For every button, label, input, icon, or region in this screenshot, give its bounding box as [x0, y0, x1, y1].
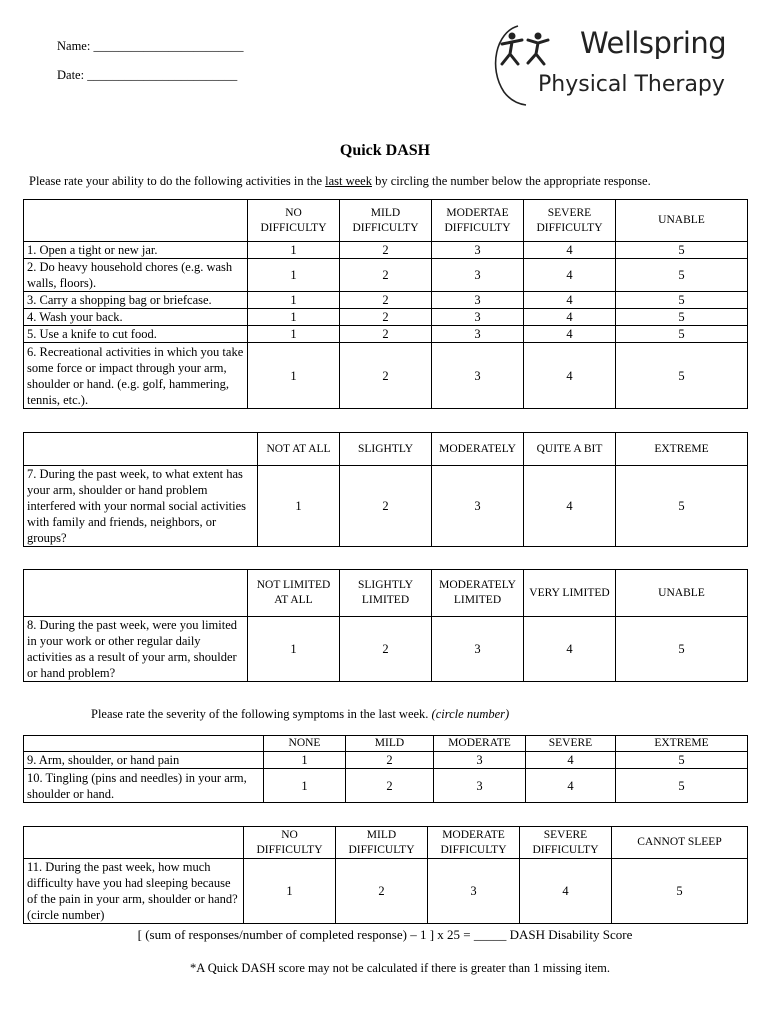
rating-option[interactable]: 3: [432, 343, 524, 409]
date-line: ________________________: [87, 68, 238, 82]
rating-option[interactable]: 1: [264, 752, 346, 769]
rating-option[interactable]: 1: [244, 859, 336, 924]
table-row: [24, 242, 748, 259]
table-row: [24, 259, 748, 292]
table-row: [24, 343, 748, 409]
header-cell: NO DIFFICULTY: [244, 827, 336, 859]
rating-option[interactable]: 3: [432, 259, 524, 292]
header-cell: EXTREME: [616, 736, 748, 752]
header-blank: [24, 570, 248, 617]
header-cell: NOT AT ALL: [258, 433, 340, 466]
name-line: ________________________: [93, 39, 244, 53]
score-formula: [ (sum of responses/number of completed response) – 1 ] x 25 = _____ DASH Disability Score: [137, 927, 633, 942]
rating-option[interactable]: 3: [432, 292, 524, 309]
sleep-difficulty-table: [23, 826, 748, 924]
instructions: [29, 174, 651, 189]
rating-option[interactable]: 5: [616, 752, 748, 769]
date-field[interactable]: [57, 68, 237, 83]
table-row: [24, 859, 748, 924]
header-cell: MODERTAE DIFFICULTY: [432, 200, 524, 242]
header-cell: SEVERE DIFFICULTY: [520, 827, 612, 859]
rating-option[interactable]: 2: [340, 466, 432, 547]
rating-option[interactable]: 1: [248, 326, 340, 343]
rating-option[interactable]: 5: [616, 309, 748, 326]
rating-option[interactable]: 4: [524, 617, 616, 682]
header-blank: [24, 736, 264, 752]
rating-option[interactable]: 5: [616, 292, 748, 309]
header-cell: MILD DIFFICULTY: [336, 827, 428, 859]
rating-option[interactable]: 2: [340, 292, 432, 309]
question-cell: 4. Wash your back.: [24, 309, 248, 326]
table-row: [24, 769, 748, 803]
rating-option[interactable]: 4: [520, 859, 612, 924]
question-cell: 3. Carry a shopping bag or briefcase.: [24, 292, 248, 309]
rating-option[interactable]: 4: [524, 259, 616, 292]
rating-option[interactable]: 2: [336, 859, 428, 924]
rating-option[interactable]: 5: [616, 769, 748, 803]
rating-option[interactable]: 5: [616, 466, 748, 547]
instructions-underlined: last week: [325, 174, 372, 188]
rating-option[interactable]: 1: [248, 292, 340, 309]
rating-option[interactable]: 5: [612, 859, 748, 924]
name-label: Name:: [57, 39, 91, 53]
rating-option[interactable]: 2: [340, 259, 432, 292]
rating-option[interactable]: 2: [340, 326, 432, 343]
rating-option[interactable]: 1: [258, 466, 340, 547]
date-label: Date:: [57, 68, 85, 82]
severity-italic: (circle number): [431, 707, 510, 721]
header-cell: MODERATELY: [432, 433, 524, 466]
question-cell: 11. During the past week, how much difficulty have you had sleeping because of the pain in your arm, shoulder or hand? (circle number): [24, 859, 244, 924]
logo-title: Wellspring: [580, 26, 727, 60]
symptoms-table: [23, 735, 748, 803]
rating-option[interactable]: 3: [434, 769, 526, 803]
rating-option[interactable]: 4: [526, 769, 616, 803]
rating-option[interactable]: 5: [616, 259, 748, 292]
severity-text: Please rate the severity of the following symptoms in the last week.: [91, 707, 432, 721]
rating-option[interactable]: 2: [340, 617, 432, 682]
question-cell: 1. Open a tight or new jar.: [24, 242, 248, 259]
header-cell: EXTREME: [616, 433, 748, 466]
rating-option[interactable]: 4: [524, 343, 616, 409]
header-cell: MILD: [346, 736, 434, 752]
rating-option[interactable]: 1: [248, 259, 340, 292]
rating-option[interactable]: 2: [340, 242, 432, 259]
rating-option[interactable]: 5: [616, 617, 748, 682]
header-cell: CANNOT SLEEP: [612, 827, 748, 859]
rating-option[interactable]: 1: [248, 343, 340, 409]
question-cell: 2. Do heavy household chores (e.g. wash walls, floors).: [24, 259, 248, 292]
rating-option[interactable]: 3: [432, 326, 524, 343]
question-cell: 9. Arm, shoulder, or hand pain: [24, 752, 264, 769]
rating-option[interactable]: 2: [340, 343, 432, 409]
footnote: *A Quick DASH score may not be calculated if there is greater than 1 missing item.: [189, 961, 611, 975]
header-blank: [24, 827, 244, 859]
header-cell: VERY LIMITED: [524, 570, 616, 617]
header-cell: SEVERE DIFFICULTY: [524, 200, 616, 242]
rating-option[interactable]: 3: [432, 242, 524, 259]
rating-option[interactable]: 4: [524, 466, 616, 547]
social-activities-table: [23, 432, 748, 547]
question-cell: 6. Recreational activities in which you take some force or impact through your arm, shoulder or hand. (e.g. golf, hammering, tennis, etc.).: [24, 343, 248, 409]
rating-option[interactable]: 4: [526, 752, 616, 769]
header-cell: MODERATE: [434, 736, 526, 752]
rating-option[interactable]: 3: [432, 309, 524, 326]
header-cell: QUITE A BIT: [524, 433, 616, 466]
logo-subtitle: Physical Therapy: [538, 72, 725, 97]
header-cell: SEVERE: [526, 736, 616, 752]
rating-option[interactable]: 5: [616, 242, 748, 259]
rating-option[interactable]: 1: [248, 242, 340, 259]
rating-option[interactable]: 4: [524, 326, 616, 343]
rating-option[interactable]: 2: [346, 752, 434, 769]
activities-table: [23, 199, 748, 409]
question-cell: 5. Use a knife to cut food.: [24, 326, 248, 343]
instructions-after: by circling the number below the appropriate response.: [371, 174, 651, 188]
header-blank: [24, 200, 248, 242]
work-limitation-table: [23, 569, 748, 682]
rating-option[interactable]: 1: [264, 769, 346, 803]
page-title: Quick DASH: [339, 142, 431, 159]
header-cell: NO DIFFICULTY: [248, 200, 340, 242]
question-cell: 7. During the past week, to what extent has your arm, shoulder or hand problem interfered with your normal social activities with family and friends, neighbors, or groups?: [24, 466, 258, 547]
table-row: [24, 752, 748, 769]
table-header-row: [24, 736, 748, 752]
header-cell: UNABLE: [616, 570, 748, 617]
name-field[interactable]: [57, 39, 243, 54]
table-row: [24, 617, 748, 682]
table-header-row: [24, 570, 748, 617]
rating-option[interactable]: 4: [524, 309, 616, 326]
severity-instructions: [91, 707, 509, 722]
question-cell: 10. Tingling (pins and needles) in your arm, shoulder or hand.: [24, 769, 264, 803]
instructions-before: Please rate your ability to do the following activities in the: [29, 174, 326, 188]
header-blank: [24, 433, 258, 466]
rating-option[interactable]: 3: [428, 859, 520, 924]
wellspring-logo: [490, 20, 730, 110]
table-header-row: [24, 433, 748, 466]
header-cell: MODERATELY LIMITED: [432, 570, 524, 617]
rating-option[interactable]: 5: [616, 343, 748, 409]
header-cell: SLIGHTLY: [340, 433, 432, 466]
rating-option[interactable]: 2: [340, 309, 432, 326]
table-row: [24, 466, 748, 547]
question-cell: 8. During the past week, were you limited in your work or other regular daily activities as a result of your arm, shoulder or hand problem?: [24, 617, 248, 682]
header-cell: NOT LIMITED AT ALL: [248, 570, 340, 617]
rating-option[interactable]: 5: [616, 326, 748, 343]
table-header-row: [24, 200, 748, 242]
rating-option[interactable]: 3: [434, 752, 526, 769]
rating-option[interactable]: 4: [524, 242, 616, 259]
table-header-row: [24, 827, 748, 859]
table-row: [24, 292, 748, 309]
rating-option[interactable]: 1: [248, 617, 340, 682]
rating-option[interactable]: 2: [346, 769, 434, 803]
rating-option[interactable]: 3: [432, 617, 524, 682]
header-cell: UNABLE: [616, 200, 748, 242]
header-cell: NONE: [264, 736, 346, 752]
table-row: [24, 309, 748, 326]
table-row: [24, 326, 748, 343]
header-cell: SLIGHTLY LIMITED: [340, 570, 432, 617]
rating-option[interactable]: 4: [524, 292, 616, 309]
header-cell: MODERATE DIFFICULTY: [428, 827, 520, 859]
rating-option[interactable]: 3: [432, 466, 524, 547]
header-cell: MILD DIFFICULTY: [340, 200, 432, 242]
rating-option[interactable]: 1: [248, 309, 340, 326]
